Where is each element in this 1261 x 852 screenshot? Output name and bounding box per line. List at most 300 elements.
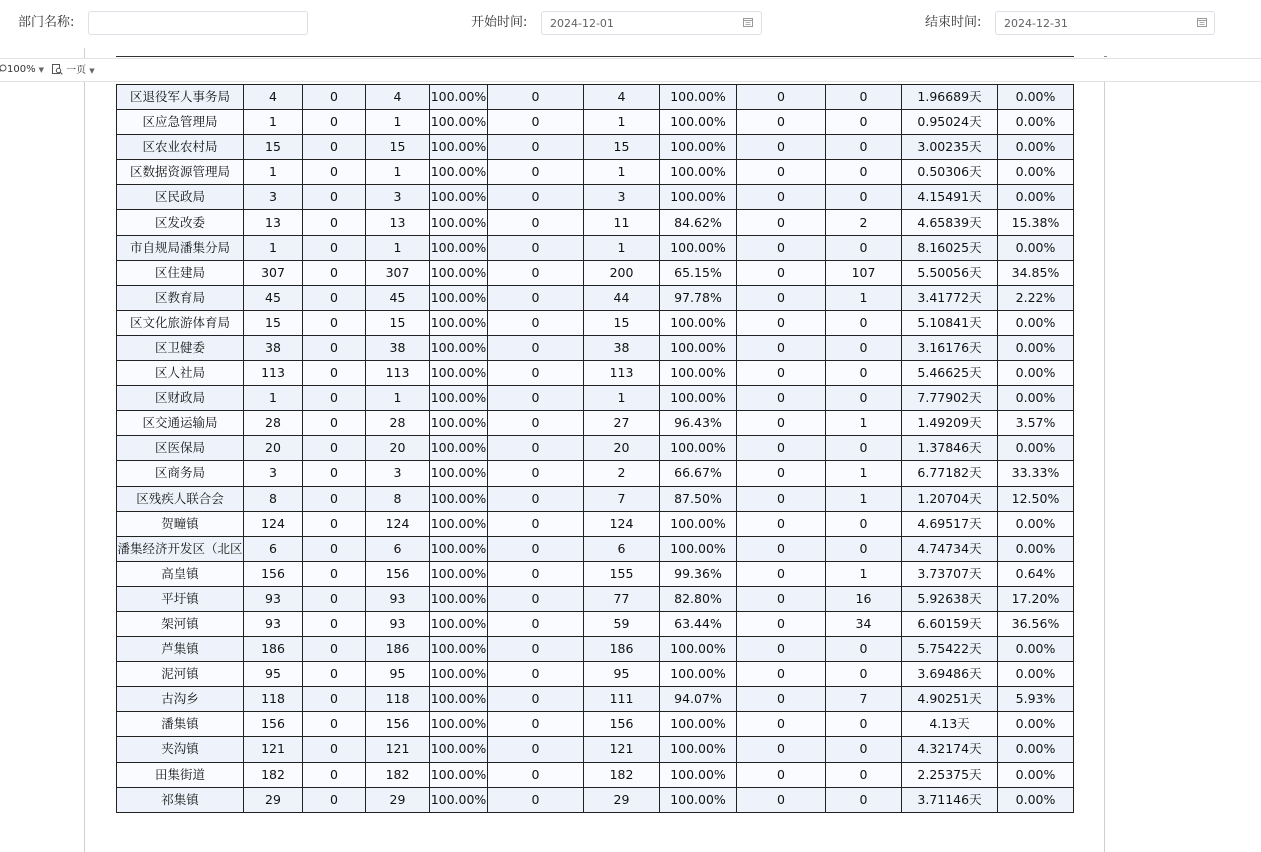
table-cell: 0 (826, 235, 902, 260)
table-cell: 93 (366, 611, 430, 636)
table-cell: 7 (826, 687, 902, 712)
table-cell: 12.50% (998, 486, 1074, 511)
table-cell: 100.00% (430, 511, 488, 536)
dept-name-cell: 区退役军人事务局 (117, 85, 244, 110)
table-cell: 3 (584, 185, 660, 210)
table-cell: 0 (826, 310, 902, 335)
table-cell: 100.00% (430, 662, 488, 687)
table-cell: 0 (303, 260, 366, 285)
table-cell: 4.13天 (902, 712, 998, 737)
table-cell: 0 (826, 386, 902, 411)
dept-label: 部门名称: (18, 15, 75, 30)
table-cell: 0 (303, 561, 366, 586)
table-cell: 100.00% (660, 637, 737, 662)
table-cell: 0.00% (998, 511, 1074, 536)
table-cell: 0 (826, 787, 902, 812)
calendar-icon[interactable] (743, 17, 753, 27)
table-cell: 1 (826, 561, 902, 586)
table-cell: 4 (584, 85, 660, 110)
table-cell: 0 (737, 436, 826, 461)
dept-name-cell: 区住建局 (117, 260, 244, 285)
table-cell: 2.22% (998, 285, 1074, 310)
table-cell: 0 (737, 586, 826, 611)
table-cell: 8 (366, 486, 430, 511)
table-cell: 111 (584, 687, 660, 712)
table-cell: 0 (303, 586, 366, 611)
table-cell: 1 (826, 486, 902, 511)
table-cell: 1 (584, 386, 660, 411)
table-cell: 3.73707天 (902, 561, 998, 586)
table-cell: 0 (737, 561, 826, 586)
table-cell: 38 (584, 335, 660, 360)
table-cell: 4 (244, 85, 303, 110)
table-cell: 93 (244, 586, 303, 611)
dept-name-cell: 区教育局 (117, 285, 244, 310)
table-cell: 124 (584, 511, 660, 536)
start-date-input[interactable] (541, 11, 762, 35)
page-mode-value: 一页 (66, 65, 87, 76)
table-cell: 0 (737, 737, 826, 762)
table-cell: 0 (488, 586, 584, 611)
table-cell: 44 (584, 285, 660, 310)
table-cell: 100.00% (660, 235, 737, 260)
toolbar-divider (0, 81, 1261, 82)
table-cell: 0 (488, 611, 584, 636)
dept-name-cell: 区财政局 (117, 386, 244, 411)
table-cell: 0 (488, 386, 584, 411)
table-cell: 0.00% (998, 637, 1074, 662)
table-cell: 0 (488, 762, 584, 787)
table-cell: 17.20% (998, 586, 1074, 611)
table-cell: 100.00% (430, 160, 488, 185)
dept-name-cell: 芦集镇 (117, 637, 244, 662)
table-cell: 0 (737, 160, 826, 185)
table-cell: 0 (303, 712, 366, 737)
table-cell: 1.96689天 (902, 85, 998, 110)
table-cell: 1 (584, 160, 660, 185)
table-cell: 0 (826, 135, 902, 160)
table-cell: 0 (826, 85, 902, 110)
table-cell: 0 (488, 536, 584, 561)
table-cell: 0 (488, 160, 584, 185)
end-time-label: 结束时间: (925, 15, 982, 30)
table-cell: 77 (584, 586, 660, 611)
table-cell: 100.00% (430, 637, 488, 662)
table-cell: 0.00% (998, 185, 1074, 210)
dept-name-cell: 泥河镇 (117, 662, 244, 687)
table-cell: 1 (244, 160, 303, 185)
table-cell: 0.00% (998, 662, 1074, 687)
table-cell: 6.60159天 (902, 611, 998, 636)
page-edge-divider (1104, 56, 1107, 57)
table-cell: 0 (737, 335, 826, 360)
table-row (117, 160, 1074, 185)
table-cell: 0 (488, 662, 584, 687)
dept-name-input[interactable] (88, 11, 308, 35)
table-cell: 124 (366, 511, 430, 536)
page-edge-divider (84, 48, 85, 58)
dept-name-cell: 潘集镇 (117, 712, 244, 737)
table-cell: 0 (737, 536, 826, 561)
table-cell: 11 (584, 210, 660, 235)
table-cell: 156 (366, 561, 430, 586)
table-top-border (116, 56, 1074, 57)
table-cell: 0 (737, 235, 826, 260)
table-cell: 0 (488, 687, 584, 712)
table-cell: 4.15491天 (902, 185, 998, 210)
table-cell: 1 (826, 285, 902, 310)
table-cell: 0 (488, 185, 584, 210)
table-cell: 100.00% (430, 335, 488, 360)
table-cell: 13 (366, 210, 430, 235)
table-cell: 27 (584, 411, 660, 436)
table-cell: 15.38% (998, 210, 1074, 235)
table-row (117, 185, 1074, 210)
table-cell: 100.00% (660, 762, 737, 787)
table-cell: 4.74734天 (902, 536, 998, 561)
dept-name-cell: 高皇镇 (117, 561, 244, 586)
table-cell: 0 (826, 335, 902, 360)
table-row (117, 737, 1074, 762)
table-cell: 63.44% (660, 611, 737, 636)
table-cell: 100.00% (430, 536, 488, 561)
table-cell: 0 (826, 737, 902, 762)
page-mode-dropdown[interactable] (52, 64, 95, 77)
table-cell: 100.00% (430, 210, 488, 235)
table-cell: 93 (244, 611, 303, 636)
table-cell: 0 (303, 135, 366, 160)
table-row (117, 361, 1074, 386)
table-cell: 0 (737, 712, 826, 737)
dept-name-cell: 区数据资源管理局 (117, 160, 244, 185)
table-cell: 1 (584, 235, 660, 260)
page-left-edge (84, 82, 85, 852)
table-cell: 1 (244, 110, 303, 135)
table-cell: 100.00% (430, 310, 488, 335)
table-cell: 0 (488, 787, 584, 812)
table-cell: 100.00% (430, 285, 488, 310)
table-cell: 20 (244, 436, 303, 461)
table-cell: 1 (366, 110, 430, 135)
table-row (117, 486, 1074, 511)
table-row (117, 536, 1074, 561)
table-row (117, 662, 1074, 687)
table-cell: 36.56% (998, 611, 1074, 636)
table-cell: 28 (366, 411, 430, 436)
table-cell: 100.00% (430, 260, 488, 285)
table-cell: 0 (303, 285, 366, 310)
table-cell: 99.36% (660, 561, 737, 586)
table-cell: 20 (366, 436, 430, 461)
table-cell: 0 (303, 486, 366, 511)
table-cell: 0 (737, 361, 826, 386)
table-cell: 0.00% (998, 235, 1074, 260)
table-row (117, 411, 1074, 436)
table-cell: 0 (737, 637, 826, 662)
table-cell: 100.00% (430, 737, 488, 762)
dept-name-cell: 祁集镇 (117, 787, 244, 812)
table-cell: 0 (737, 210, 826, 235)
table-cell: 29 (244, 787, 303, 812)
table-cell: 0 (303, 110, 366, 135)
table-cell: 7 (584, 486, 660, 511)
table-row (117, 235, 1074, 260)
table-cell: 0 (737, 611, 826, 636)
table-cell: 0 (303, 737, 366, 762)
table-cell: 3 (366, 461, 430, 486)
table-row (117, 712, 1074, 737)
table-cell: 113 (244, 361, 303, 386)
table-cell: 6.77182天 (902, 461, 998, 486)
table-cell: 0 (303, 361, 366, 386)
table-cell: 1 (366, 386, 430, 411)
table-cell: 0 (488, 637, 584, 662)
table-cell: 15 (584, 135, 660, 160)
table-cell: 3.69486天 (902, 662, 998, 687)
table-cell: 100.00% (430, 712, 488, 737)
table-cell: 0 (737, 687, 826, 712)
table-cell: 28 (244, 411, 303, 436)
dept-name-cell: 市自规局潘集分局 (117, 235, 244, 260)
table-cell: 0 (303, 386, 366, 411)
table-cell: 0.00% (998, 386, 1074, 411)
table-cell: 0 (737, 135, 826, 160)
table-cell: 3.41772天 (902, 285, 998, 310)
table-cell: 0 (303, 637, 366, 662)
report-viewer (0, 48, 1261, 852)
table-cell: 0 (303, 210, 366, 235)
chevron-down-icon: ▼ (38, 66, 44, 74)
table-cell: 0 (488, 335, 584, 360)
table-cell: 156 (244, 561, 303, 586)
table-cell: 2 (584, 461, 660, 486)
table-row (117, 85, 1074, 110)
table-cell: 1 (826, 411, 902, 436)
table-cell: 121 (584, 737, 660, 762)
dept-name-cell: 潘集经济开发区（北区 (117, 536, 244, 561)
table-body (117, 85, 1074, 813)
table-cell: 121 (366, 737, 430, 762)
dept-name-cell: 架河镇 (117, 611, 244, 636)
table-cell: 0 (488, 85, 584, 110)
table-cell: 0 (303, 511, 366, 536)
table-cell: 0 (826, 361, 902, 386)
table-cell: 100.00% (430, 135, 488, 160)
table-cell: 100.00% (660, 335, 737, 360)
table-cell: 45 (244, 285, 303, 310)
table-row (117, 561, 1074, 586)
table-cell: 0.00% (998, 160, 1074, 185)
table-cell: 100.00% (430, 687, 488, 712)
table-cell: 8.16025天 (902, 235, 998, 260)
table-cell: 0 (737, 260, 826, 285)
table-cell: 0 (737, 511, 826, 536)
table-cell: 100.00% (430, 762, 488, 787)
start-time-label: 开始时间: (471, 15, 528, 30)
table-cell: 4.69517天 (902, 511, 998, 536)
table-cell: 1 (826, 461, 902, 486)
table-cell: 97.78% (660, 285, 737, 310)
zoom-dropdown[interactable] (0, 64, 44, 76)
table-cell: 100.00% (430, 110, 488, 135)
calendar-icon[interactable] (1197, 17, 1207, 27)
table-row (117, 135, 1074, 160)
table-cell: 0 (488, 361, 584, 386)
table-cell: 1.49209天 (902, 411, 998, 436)
table-cell: 0 (303, 185, 366, 210)
dept-name-cell: 区农业农村局 (117, 135, 244, 160)
table-cell: 0 (826, 536, 902, 561)
table-cell: 1 (584, 110, 660, 135)
table-cell: 34.85% (998, 260, 1074, 285)
table-cell: 6 (584, 536, 660, 561)
table-cell: 4.32174天 (902, 737, 998, 762)
table-cell: 100.00% (660, 787, 737, 812)
table-cell: 0 (488, 436, 584, 461)
table-cell: 66.67% (660, 461, 737, 486)
table-cell: 307 (244, 260, 303, 285)
table-cell: 20 (584, 436, 660, 461)
table-cell: 13 (244, 210, 303, 235)
table-cell: 0 (488, 310, 584, 335)
table-cell: 38 (366, 335, 430, 360)
dept-name-cell: 古沟乡 (117, 687, 244, 712)
table-cell: 0 (826, 762, 902, 787)
table-row (117, 461, 1074, 486)
table-cell: 100.00% (660, 160, 737, 185)
table-cell: 3.71146天 (902, 787, 998, 812)
table-cell: 0 (488, 561, 584, 586)
table-cell: 156 (584, 712, 660, 737)
table-cell: 0 (303, 787, 366, 812)
table-cell: 1.37846天 (902, 436, 998, 461)
table-cell: 3.00235天 (902, 135, 998, 160)
table-row (117, 335, 1074, 360)
table-cell: 15 (244, 310, 303, 335)
dept-name-cell: 区应急管理局 (117, 110, 244, 135)
table-cell: 1 (244, 386, 303, 411)
table-cell: 0 (737, 662, 826, 687)
table-cell: 100.00% (430, 611, 488, 636)
table-cell: 100.00% (660, 536, 737, 561)
table-cell: 0 (303, 160, 366, 185)
table-cell: 100.00% (430, 235, 488, 260)
dept-name-cell: 区文化旅游体育局 (117, 310, 244, 335)
table-cell: 0 (303, 461, 366, 486)
table-cell: 0 (737, 486, 826, 511)
table-cell: 3.57% (998, 411, 1074, 436)
table-cell: 3.16176天 (902, 335, 998, 360)
table-cell: 0 (826, 637, 902, 662)
table-cell: 0 (737, 310, 826, 335)
table-cell: 5.93% (998, 687, 1074, 712)
table-cell: 100.00% (430, 386, 488, 411)
table-cell: 0 (826, 110, 902, 135)
table-cell: 0 (737, 787, 826, 812)
table-cell: 0 (826, 185, 902, 210)
zoom-value: 100% (7, 64, 36, 75)
table-cell: 0 (737, 185, 826, 210)
table-cell: 0 (826, 712, 902, 737)
table-cell: 29 (584, 787, 660, 812)
table-cell: 84.62% (660, 210, 737, 235)
table-cell: 0.00% (998, 712, 1074, 737)
dept-name-cell: 区民政局 (117, 185, 244, 210)
statistics-table (116, 84, 1074, 813)
table-cell: 15 (366, 135, 430, 160)
table-cell: 3 (244, 461, 303, 486)
table-cell: 5.10841天 (902, 310, 998, 335)
table-cell: 0.00% (998, 762, 1074, 787)
page-right-edge (1104, 82, 1105, 852)
dept-name-cell: 区卫健委 (117, 335, 244, 360)
table-cell: 0 (826, 662, 902, 687)
table-row (117, 787, 1074, 812)
table-cell: 0.00% (998, 310, 1074, 335)
table-row (117, 436, 1074, 461)
table-cell: 65.15% (660, 260, 737, 285)
table-cell: 100.00% (660, 361, 737, 386)
table-cell: 100.00% (660, 436, 737, 461)
table-cell: 0 (488, 135, 584, 160)
table-cell: 0 (737, 85, 826, 110)
table-cell: 0 (303, 762, 366, 787)
table-cell: 6 (366, 536, 430, 561)
table-cell: 95 (244, 662, 303, 687)
table-cell: 0 (303, 235, 366, 260)
page-view-icon (52, 64, 63, 75)
table-cell: 82.80% (660, 586, 737, 611)
table-cell: 0 (488, 712, 584, 737)
table-cell: 107 (826, 260, 902, 285)
table-cell: 0 (737, 285, 826, 310)
table-cell: 59 (584, 611, 660, 636)
table-cell: 0 (737, 411, 826, 436)
table-cell: 0 (488, 486, 584, 511)
table-cell: 0 (303, 536, 366, 561)
table-cell: 94.07% (660, 687, 737, 712)
table-cell: 29 (366, 787, 430, 812)
table-cell: 0.00% (998, 135, 1074, 160)
table-cell: 100.00% (660, 662, 737, 687)
filter-bar (0, 0, 1261, 48)
table-row (117, 586, 1074, 611)
table-cell: 100.00% (430, 561, 488, 586)
table-cell: 100.00% (660, 386, 737, 411)
table-cell: 0 (488, 110, 584, 135)
table-cell: 0.50306天 (902, 160, 998, 185)
table-cell: 0 (488, 285, 584, 310)
table-cell: 5.75422天 (902, 637, 998, 662)
table-cell: 155 (584, 561, 660, 586)
table-cell: 186 (244, 637, 303, 662)
dept-name-cell: 贺疃镇 (117, 511, 244, 536)
dept-name-cell: 区交通运输局 (117, 411, 244, 436)
table-row (117, 260, 1074, 285)
table-cell: 0.95024天 (902, 110, 998, 135)
table-cell: 15 (244, 135, 303, 160)
table-cell: 33.33% (998, 461, 1074, 486)
table-cell: 186 (366, 637, 430, 662)
table-cell: 1 (366, 235, 430, 260)
table-cell: 93 (366, 586, 430, 611)
table-cell: 0 (488, 210, 584, 235)
end-date-input[interactable] (995, 11, 1215, 35)
table-cell: 0 (303, 310, 366, 335)
table-cell: 15 (366, 310, 430, 335)
table-cell: 100.00% (660, 511, 737, 536)
table-cell: 0.00% (998, 335, 1074, 360)
